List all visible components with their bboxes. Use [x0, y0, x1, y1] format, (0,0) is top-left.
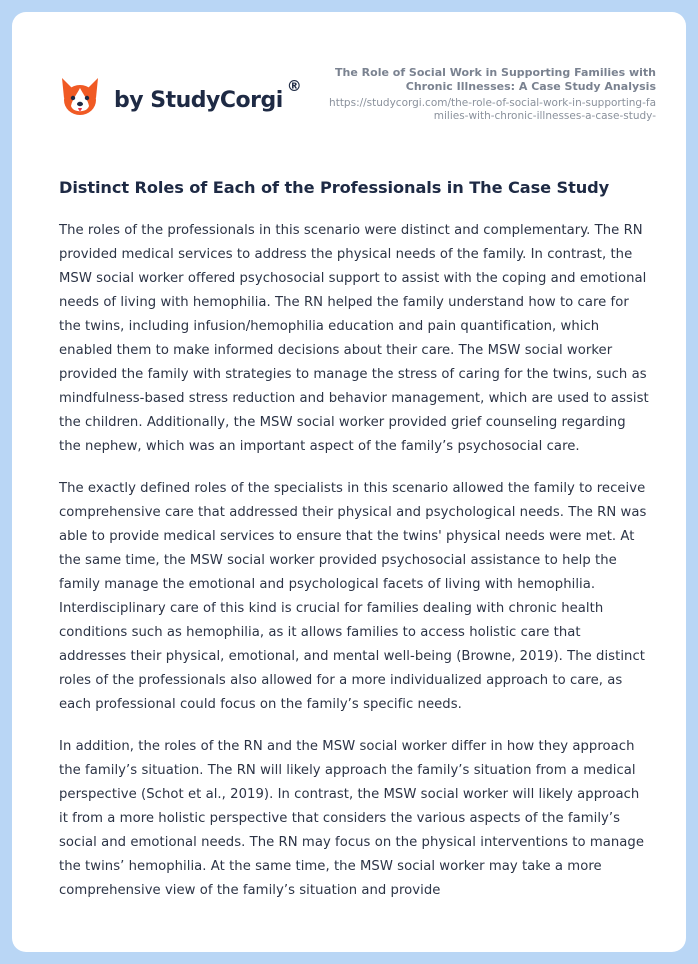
registered-mark: ®	[286, 77, 302, 95]
corgi-logo-icon	[60, 76, 100, 120]
paragraph-2: The exactly defined roles of the specialists in this scenario allowed the family to receive comprehensive care that addressed their physical and psychological needs. The RN was able to provide medical services to ensure that the twins' physical needs were met. At the same time, the MSW social worker provided psychosocial assistance to help the family manage the emotional and psychological facets of living with hemophilia. Interdisciplinary care of this kind is crucial for families dealing with chronic health conditions such as hemophilia, as it allows families to access holistic care that addresses their physical, emotional, and mental well-being (Browne, 2019). The distinct roles of the professionals also allowed for a more individualized approach to care, as each professional could focus on the family’s specific needs.	[59, 481, 647, 712]
document-page	[12, 12, 686, 952]
document-url-link[interactable]: https://studycorgi.com/the-role-of-social-work-in-supporting-families-with-chronic-illnesses-a-case-study-	[329, 97, 656, 122]
document-title: The Role of Social Work in Supporting Families with Chronic Illnesses: A Case Study Analysis	[335, 66, 656, 93]
paragraph-1: The roles of the professionals in this scenario were distinct and complementary. The RN provided medical services to address the physical needs of the family. In contrast, the MSW social worker offered psychosocial support to assist with the coping and emotional needs of living with hemophilia. The RN helped the family understand how to care for the twins, including infusion/hemophilia education and pain quantification, which enabled them to make informed decisions about their care. The MSW social worker provided the family with strategies to manage the stress of caring for the twins, such as mindfulness-based stress reduction and behavior management, which are used to assist the children. Additionally, the MSW social worker provided grief counseling regarding the nephew, which was an important aspect of the family’s psychosocial care.	[59, 223, 649, 454]
brand-name: by StudyCorgi	[114, 87, 283, 113]
studycorgi-logo[interactable]	[60, 76, 302, 120]
paragraph-3: In addition, the roles of the RN and the MSW social worker differ in how they approach the family’s situation. The RN will likely approach the family’s situation from a medical perspective (Schot et al., 2019). In contrast, the MSW social worker will likely approach it from a more holistic perspective that considers the various aspects of the family’s social and emotional needs. The RN may focus on the physical interventions to manage the twins’ hemophilia. At the same time, the MSW social worker may take a more comprehensive view of the family’s situation and provide	[59, 739, 644, 898]
section-heading: Distinct Roles of Each of the Professionals in The Case Study	[59, 178, 610, 197]
document-meta	[326, 66, 656, 123]
section-body	[59, 219, 651, 921]
